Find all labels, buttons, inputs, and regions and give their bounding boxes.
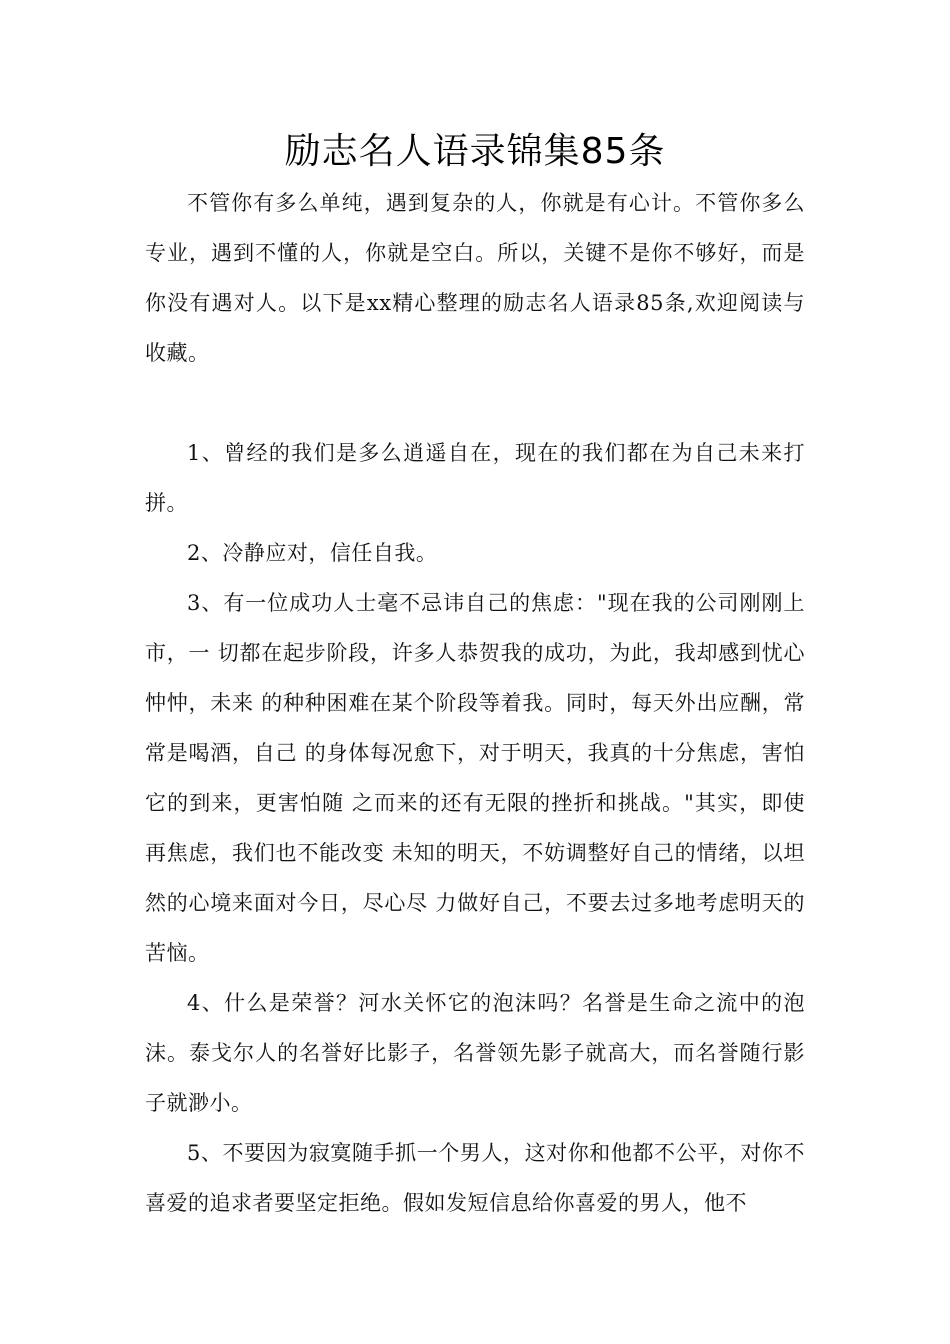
document-body (145, 178, 805, 1228)
document-title: 励志名人语录锦集85条 (284, 131, 666, 172)
list-item: 2、冷静应对，信任自我。 (187, 541, 438, 565)
paragraph-gap (145, 378, 805, 428)
list-item: 5、不要因为寂寞随手抓一个男人，这对你和他都不公平，对你不喜爱的追求者要坚定拒绝。假如发短信息给你喜爱的男人，他不 (145, 1141, 805, 1215)
list-item: 1、曾经的我们是多么逍遥自在，现在的我们都在为自己未来打拼。 (145, 441, 805, 515)
list-item: 4、什么是荣誉？河水关怀它的泡沫吗？名誉是生命之流中的泡沫。泰戈尔人的名誉好比影子，名誉领先影子就高大，而名誉随行影子就渺小。 (145, 991, 805, 1115)
intro-paragraph: 不管你有多么单纯，遇到复杂的人，你就是有心计。不管你多么专业，遇到不懂的人，你就是空白。所以，关键不是你不够好，而是你没有遇对人。以下是xx精心整理的励志名人语录85条,欢迎阅读与收藏。 (145, 191, 805, 365)
list-item: 3、有一位成功人士毫不忌讳自己的焦虑："现在我的公司刚刚上市，一 切都在起步阶段，许多人恭贺我的成功，为此，我却感到忧心忡忡，未来 的种种困难在某个阶段等着我。同时，每天外出应酬，常常是喝酒，自己 的身体每况愈下，对于明天，我真的十分焦虑，害怕它的到来，更害怕随 之而来的还有无限的挫折和挑战。"其实，即使再焦虑，我们也不能改变 未知的明天，不妨调整好自己的情绪，以坦然的心境来面对今日，尽心尽 力做好自己，不要去过多地考虑明天的苦恼。 (145, 591, 805, 965)
